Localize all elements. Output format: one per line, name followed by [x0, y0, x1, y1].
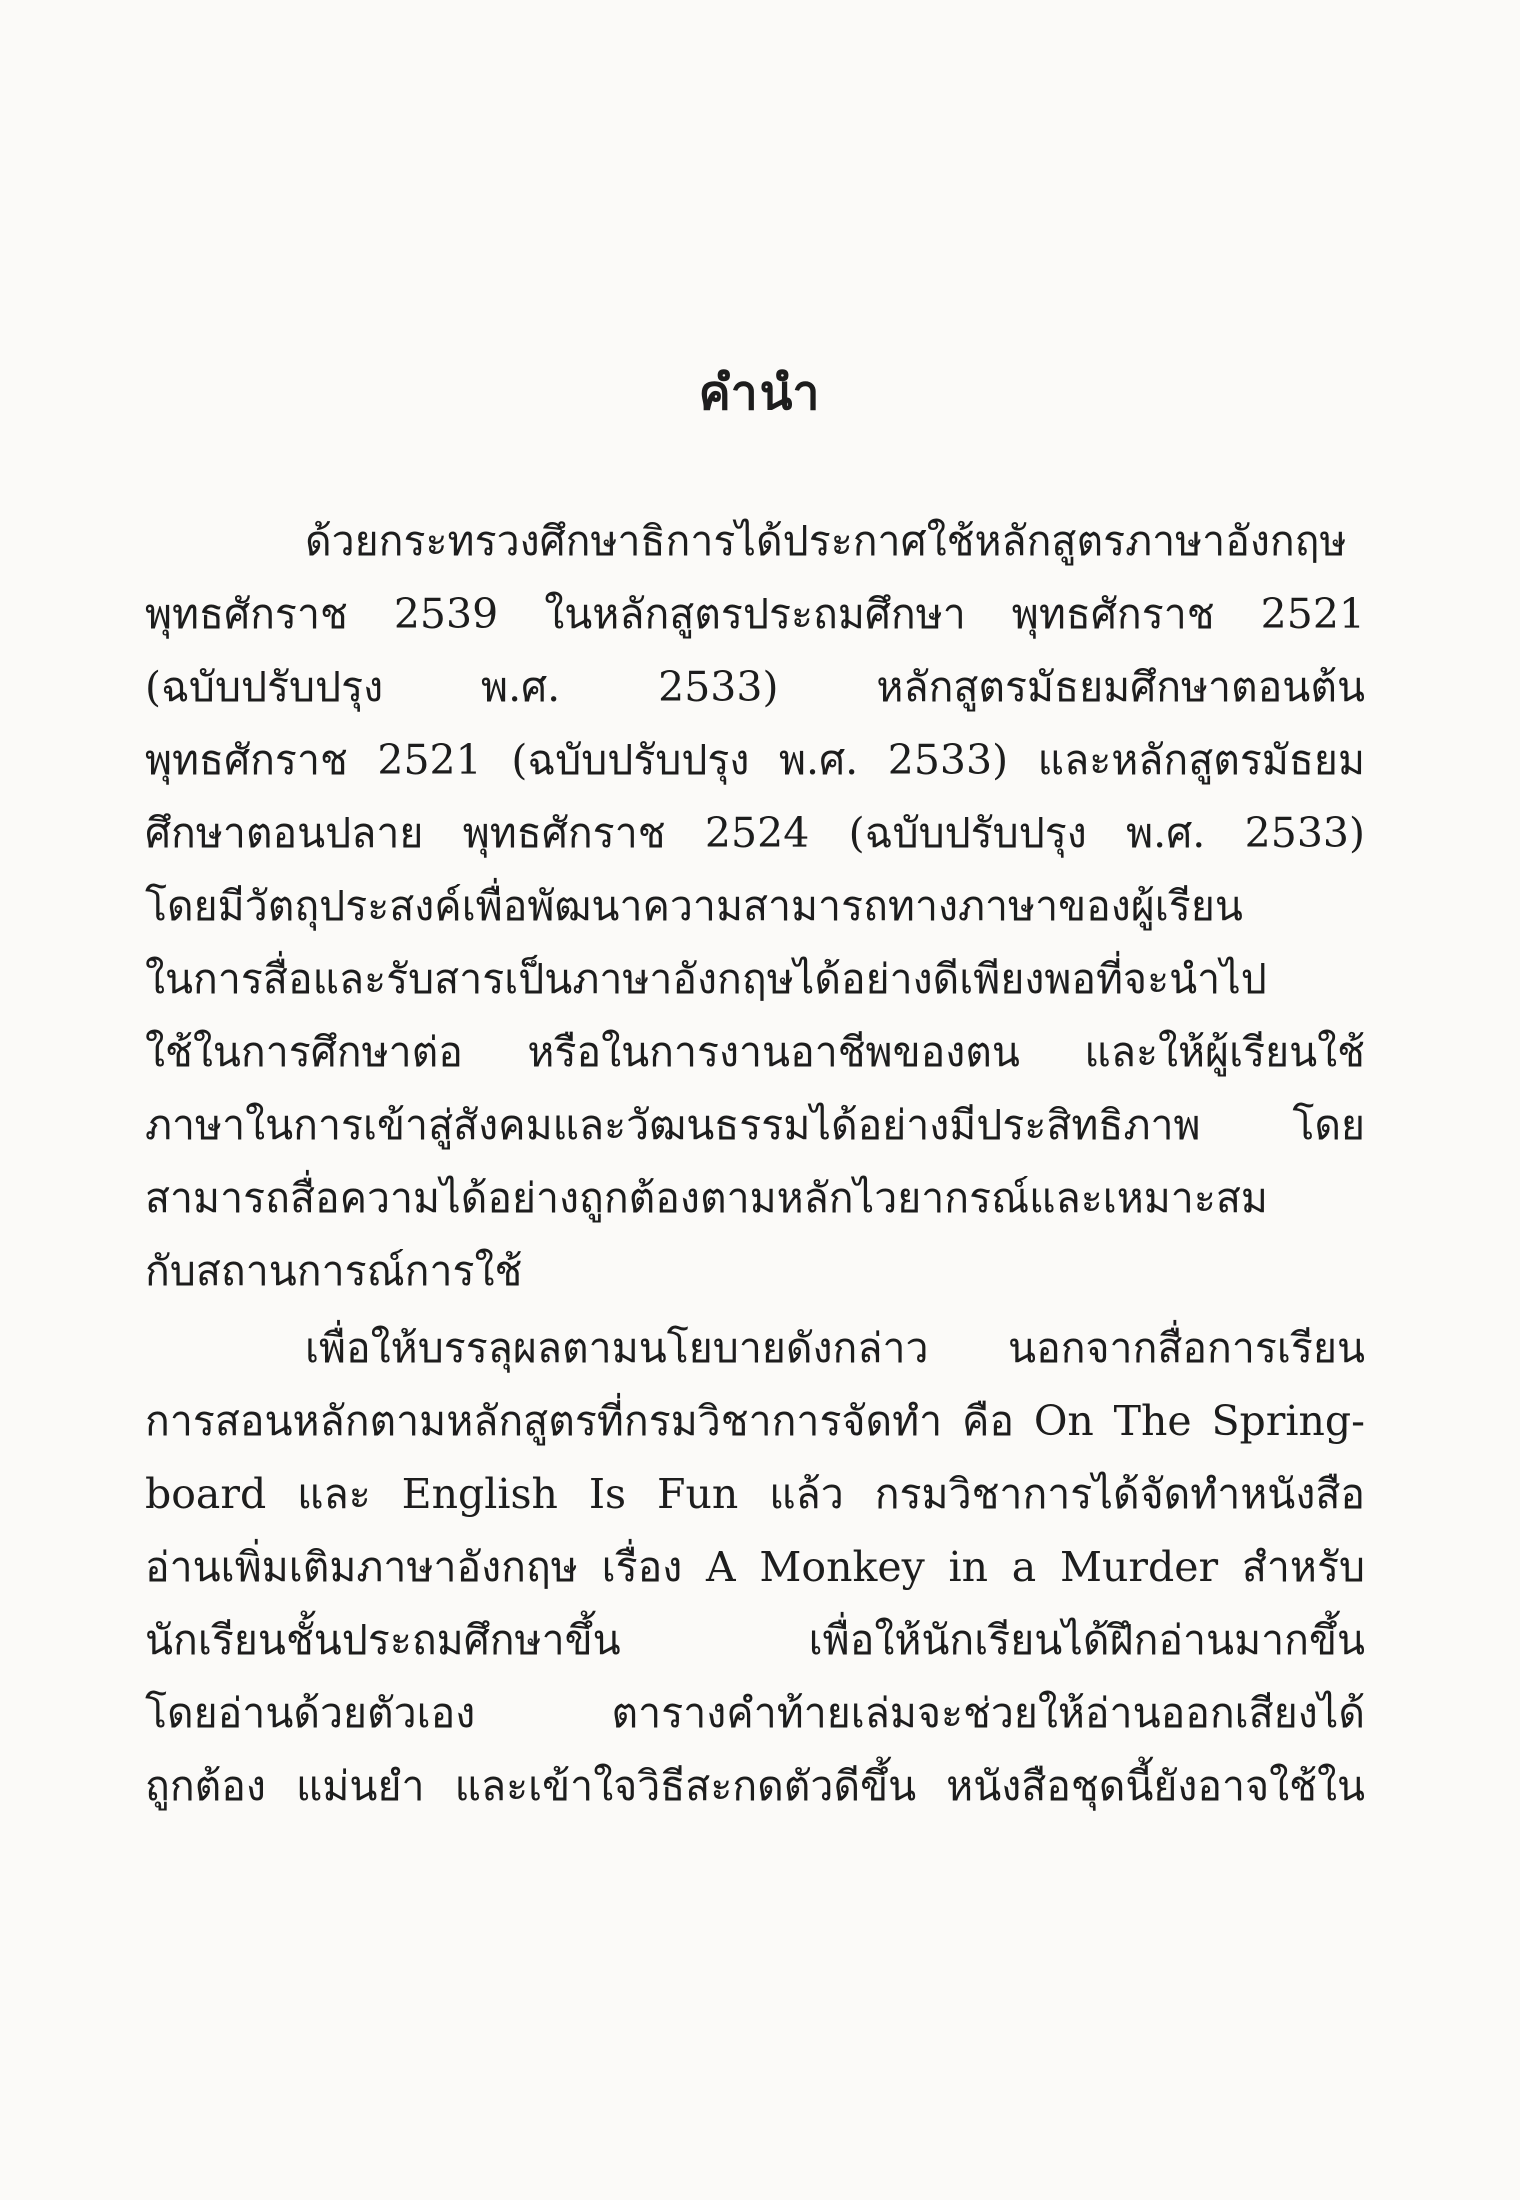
- paragraph-2-line-3: board และ English Is Fun แล้ว กรมวิชาการได้จัดทำหนังสือ: [145, 1470, 1365, 1518]
- page-title: คำนำ: [698, 365, 822, 421]
- paragraph-2-line-6: โดยอ่านด้วยตัวเอง ตารางคำท้ายเล่มจะช่วยให้อ่านออกเสียงได้: [145, 1689, 1365, 1737]
- paragraph-2-line-7: ถูกต้อง แม่นยำ และเข้าใจวิธีสะกดตัวดีขึ้น หนังสือชุดนี้ยังอาจใช้ใน: [145, 1762, 1365, 1810]
- paragraph-1-line-11: กับสถานการณ์การใช้: [145, 1247, 523, 1295]
- paragraph-1-line-10: สามารถสื่อความได้อย่างถูกต้องตามหลักไวยากรณ์และเหมาะสม: [145, 1174, 1268, 1222]
- paragraph-1-line-6: โดยมีวัตถุประสงค์เพื่อพัฒนาความสามารถทางภาษาของผู้เรียน: [145, 882, 1243, 930]
- paragraph-2-line-2: การสอนหลักตามหลักสูตรที่กรมวิชาการจัดทำ คือ On The Spring-: [145, 1397, 1365, 1445]
- paragraph-2-line-4: อ่านเพิ่มเติมภาษาอังกฤษ เรื่อง A Monkey in a Murder สำหรับ: [145, 1543, 1365, 1591]
- paragraph-1-line-7: ในการสื่อและรับสารเป็นภาษาอังกฤษได้อย่างดีเพียงพอที่จะนำไป: [145, 955, 1267, 1003]
- paragraph-2-line-1: เพื่อให้บรรลุผลตามนโยบายดังกล่าว นอกจากสื่อการเรียน: [305, 1324, 1365, 1372]
- paragraph-1-line-5: ศึกษาตอนปลาย พุทธศักราช 2524 (ฉบับปรับปรุง พ.ศ. 2533): [145, 809, 1365, 857]
- paragraph-1-line-1: ด้วยกระทรวงศึกษาธิการได้ประกาศใช้หลักสูตรภาษาอังกฤษ: [305, 517, 1347, 565]
- body-text: [145, 505, 1365, 1823]
- paragraph-1-line-2: พุทธศักราช 2539 ในหลักสูตรประถมศึกษา พุทธศักราช 2521: [145, 590, 1365, 638]
- paragraph-1-line-8: ใช้ในการศึกษาต่อ หรือในการงานอาชีพของตน และให้ผู้เรียนใช้: [145, 1028, 1365, 1076]
- paragraph-2-line-5: นักเรียนชั้นประถมศึกษาขึ้น เพื่อให้นักเรียนได้ฝึกอ่านมากขึ้น: [145, 1616, 1365, 1664]
- paragraph-1-line-4: พุทธศักราช 2521 (ฉบับปรับปรุง พ.ศ. 2533) และหลักสูตรมัธยม: [145, 736, 1365, 784]
- paragraph-1-line-3: (ฉบับปรับปรุง พ.ศ. 2533) หลักสูตรมัธยมศึกษาตอนต้น: [145, 663, 1365, 711]
- paragraph-1-line-9: ภาษาในการเข้าสู่สังคมและวัฒนธรรมได้อย่างมีประสิทธิภาพ โดย: [145, 1101, 1365, 1149]
